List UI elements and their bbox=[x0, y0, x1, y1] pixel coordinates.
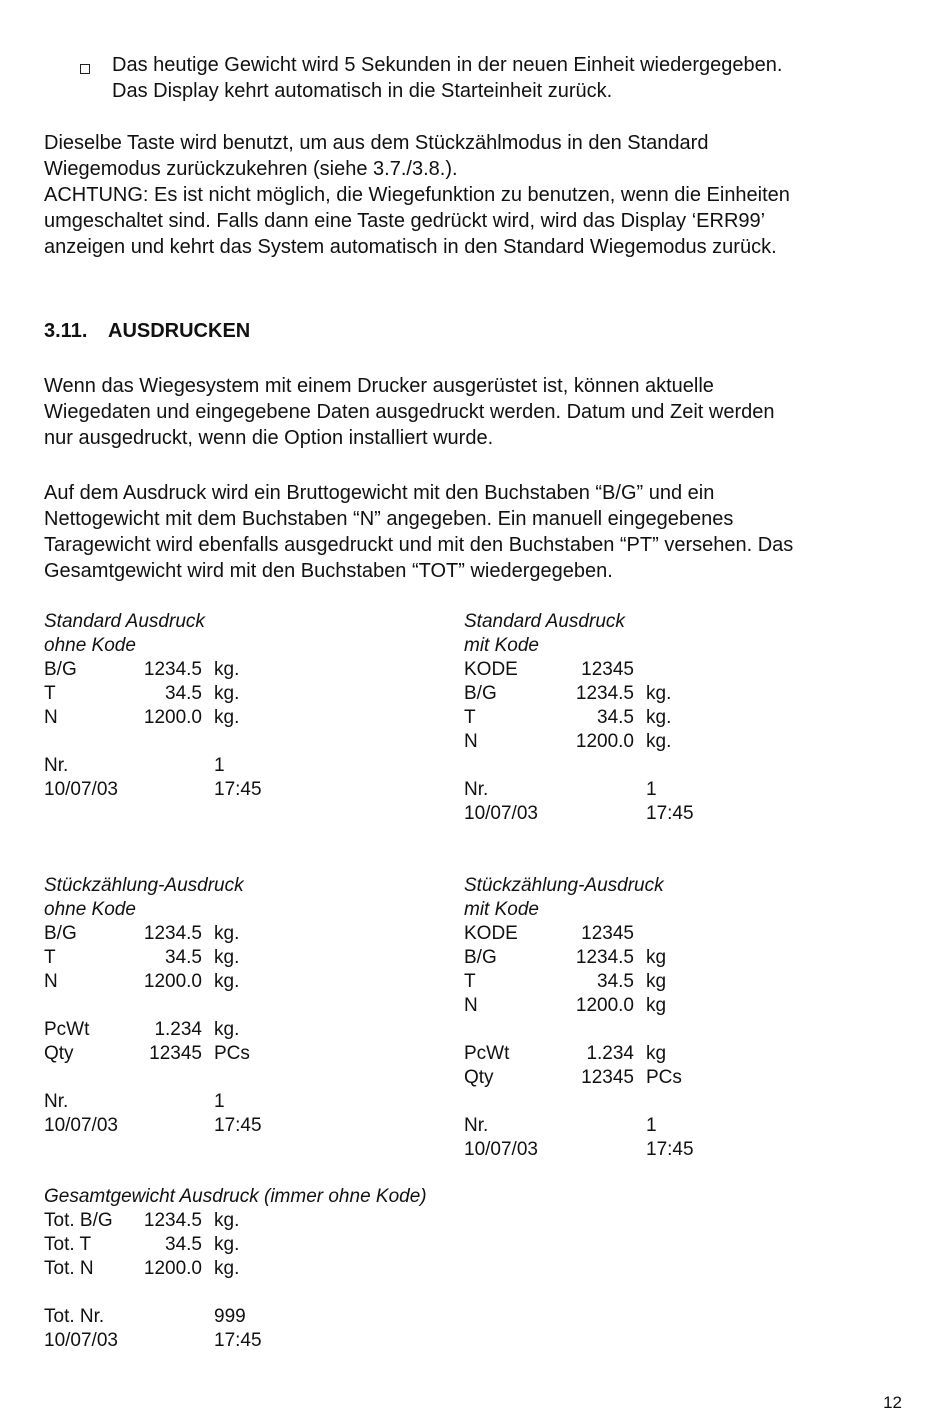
row-unit: kg. bbox=[214, 1258, 240, 1279]
row-unit: kg bbox=[646, 1043, 667, 1064]
printout-row-piece-weight bbox=[44, 1018, 284, 1042]
text-line: nur ausgedruckt, wenn die Option installiert wurde. bbox=[44, 427, 494, 449]
section-number: 3.11. bbox=[44, 320, 88, 342]
row-label: T bbox=[44, 947, 56, 968]
printout-subtitle: mit Kode bbox=[464, 635, 539, 656]
printout-standard-with-code bbox=[464, 610, 724, 826]
row-label: Tot. N bbox=[44, 1258, 94, 1279]
printout-title: Standard Ausdruck bbox=[44, 611, 205, 632]
printout-row-number bbox=[464, 1114, 724, 1138]
printout-row-net bbox=[464, 730, 724, 754]
paragraph-units-note bbox=[44, 130, 924, 260]
row-value: 1200.0 bbox=[575, 995, 634, 1016]
row-time: 17:45 bbox=[646, 1139, 694, 1160]
row-label: B/G bbox=[44, 923, 77, 944]
row-label: B/G bbox=[44, 659, 77, 680]
row-date: 10/07/03 bbox=[44, 779, 118, 800]
text-line: Wiegemodus zurückzukehren (siehe 3.7./3.8.). bbox=[44, 158, 458, 180]
row-label: T bbox=[44, 683, 56, 704]
text-line: Gesamtgewicht wird mit den Buchstaben “TOT” wiedergegeben. bbox=[44, 560, 613, 582]
text-line: Dieselbe Taste wird benutzt, um aus dem Stückzählmodus in den Standard bbox=[44, 132, 709, 154]
row-unit: kg. bbox=[214, 923, 240, 944]
text-line: Nettogewicht mit dem Buchstaben “N” angegeben. Ein manuell eingegebenes bbox=[44, 508, 734, 530]
row-unit: kg. bbox=[214, 947, 240, 968]
row-label: N bbox=[44, 971, 58, 992]
printout-row-total-net bbox=[44, 1257, 284, 1281]
row-time: 17:45 bbox=[214, 1330, 262, 1351]
printout-row-code bbox=[464, 922, 724, 946]
printout-row-gross bbox=[464, 682, 724, 706]
bullet-item bbox=[80, 52, 920, 104]
row-unit: kg. bbox=[214, 1234, 240, 1255]
row-label: Nr. bbox=[44, 755, 69, 776]
row-value: 34.5 bbox=[165, 1234, 202, 1255]
row-value: 1234.5 bbox=[143, 659, 202, 680]
section-heading bbox=[44, 318, 250, 344]
row-unit: kg. bbox=[214, 1210, 240, 1231]
page-number: 12 bbox=[883, 1393, 902, 1412]
row-label: T bbox=[464, 971, 476, 992]
printout-title: Stückzählung-Ausdruck bbox=[44, 875, 244, 896]
row-label: KODE bbox=[464, 659, 518, 680]
row-label: Nr. bbox=[464, 779, 489, 800]
paragraph-printer bbox=[44, 373, 924, 451]
row-label: KODE bbox=[464, 923, 518, 944]
row-unit: kg bbox=[646, 971, 667, 992]
printout-row-gross bbox=[44, 922, 284, 946]
printout-row-tare bbox=[464, 970, 724, 994]
printout-row-number bbox=[44, 1090, 284, 1114]
row-label: T bbox=[464, 707, 476, 728]
printout-row-datetime bbox=[44, 1329, 284, 1353]
row-unit: kg. bbox=[646, 683, 672, 704]
printout-subtitle: ohne Kode bbox=[44, 899, 136, 920]
printout-row-total-number bbox=[44, 1305, 284, 1329]
row-label: Tot. Nr. bbox=[44, 1306, 105, 1327]
row-value: 34.5 bbox=[165, 947, 202, 968]
printout-count-with-code bbox=[464, 874, 724, 1162]
row-value: 1.234 bbox=[586, 1043, 634, 1064]
row-value: 12345 bbox=[149, 1043, 202, 1064]
printout-row-datetime bbox=[464, 802, 724, 826]
row-value: 1234.5 bbox=[143, 923, 202, 944]
printout-row-tare bbox=[44, 682, 284, 706]
row-label: N bbox=[464, 995, 478, 1016]
checkbox-bullet-icon bbox=[80, 64, 90, 74]
row-date: 10/07/03 bbox=[464, 803, 538, 824]
row-value: 34.5 bbox=[165, 683, 202, 704]
text-line: anzeigen und kehrt das System automatisch in den Standard Wiegemodus zurück. bbox=[44, 236, 777, 258]
text-line: Auf dem Ausdruck wird ein Bruttogewicht mit den Buchstaben “B/G” und ein bbox=[44, 482, 715, 504]
row-value: 1234.5 bbox=[575, 683, 634, 704]
printout-row-quantity bbox=[44, 1042, 284, 1066]
printout-title: Standard Ausdruck bbox=[464, 611, 625, 632]
row-unit: kg. bbox=[214, 1019, 240, 1040]
printout-row-quantity bbox=[464, 1066, 724, 1090]
printout-row-net bbox=[44, 970, 284, 994]
row-label: Tot. B/G bbox=[44, 1210, 113, 1231]
row-label: PcWt bbox=[44, 1019, 90, 1040]
printout-row-number bbox=[44, 754, 284, 778]
row-label: Qty bbox=[464, 1067, 494, 1088]
row-time: 17:45 bbox=[214, 1115, 262, 1136]
text-line: Wiegedaten und eingegebene Daten ausgedruckt werden. Datum und Zeit werden bbox=[44, 401, 775, 423]
row-label: Nr. bbox=[44, 1091, 69, 1112]
row-value: 1 bbox=[646, 779, 657, 800]
row-value: 1234.5 bbox=[143, 1210, 202, 1231]
row-label: B/G bbox=[464, 947, 497, 968]
row-value: 1200.0 bbox=[575, 731, 634, 752]
text-line: umgeschaltet sind. Falls dann eine Taste gedrückt wird, wird das Display ‘ERR99’ bbox=[44, 210, 766, 232]
row-value: 12345 bbox=[581, 659, 634, 680]
text-line: ACHTUNG: Es ist nicht möglich, die Wiegefunktion zu benutzen, wenn die Einheiten bbox=[44, 184, 790, 206]
row-date: 10/07/03 bbox=[44, 1330, 118, 1351]
row-value: 1200.0 bbox=[143, 971, 202, 992]
row-unit: PCs bbox=[214, 1043, 250, 1064]
row-value: 1200.0 bbox=[143, 707, 202, 728]
row-unit: kg. bbox=[214, 971, 240, 992]
section-title: AUSDRUCKEN bbox=[108, 320, 251, 342]
row-label: N bbox=[44, 707, 58, 728]
row-label: N bbox=[464, 731, 478, 752]
printout-row-number bbox=[464, 778, 724, 802]
row-label: Qty bbox=[44, 1043, 74, 1064]
row-time: 17:45 bbox=[646, 803, 694, 824]
printout-row-net bbox=[464, 994, 724, 1018]
printout-subtitle: mit Kode bbox=[464, 899, 539, 920]
row-value: 999 bbox=[214, 1306, 246, 1327]
row-time: 17:45 bbox=[214, 779, 262, 800]
row-unit: kg. bbox=[646, 707, 672, 728]
row-unit: kg. bbox=[214, 659, 240, 680]
printout-row-total-gross bbox=[44, 1209, 284, 1233]
row-date: 10/07/03 bbox=[464, 1139, 538, 1160]
printout-row-gross bbox=[44, 658, 284, 682]
printout-count-no-code bbox=[44, 874, 284, 1138]
row-value: 12345 bbox=[581, 923, 634, 944]
printout-row-total-tare bbox=[44, 1233, 284, 1257]
row-unit: kg. bbox=[646, 731, 672, 752]
row-value: 34.5 bbox=[597, 707, 634, 728]
row-unit: PCs bbox=[646, 1067, 682, 1088]
row-label: Nr. bbox=[464, 1115, 489, 1136]
printout-row-datetime bbox=[44, 778, 284, 802]
row-unit: kg bbox=[646, 947, 667, 968]
row-unit: kg. bbox=[214, 683, 240, 704]
text-line: Wenn das Wiegesystem mit einem Drucker ausgerüstet ist, können aktuelle bbox=[44, 375, 714, 397]
row-value: 1.234 bbox=[154, 1019, 202, 1040]
row-value: 34.5 bbox=[597, 971, 634, 992]
row-value: 1234.5 bbox=[575, 947, 634, 968]
row-date: 10/07/03 bbox=[44, 1115, 118, 1136]
row-value: 1 bbox=[214, 755, 225, 776]
row-value: 1 bbox=[214, 1091, 225, 1112]
printout-row-tare bbox=[464, 706, 724, 730]
paragraph-letters bbox=[44, 480, 924, 584]
printout-row-code bbox=[464, 658, 724, 682]
bullet-line: Das heutige Gewicht wird 5 Sekunden in der neuen Einheit wiedergegeben. bbox=[112, 54, 783, 76]
row-label: PcWt bbox=[464, 1043, 510, 1064]
row-value: 1200.0 bbox=[143, 1258, 202, 1279]
printout-row-tare bbox=[44, 946, 284, 970]
printout-standard-no-code bbox=[44, 610, 284, 802]
printout-title: Stückzählung-Ausdruck bbox=[464, 875, 664, 896]
printout-row-datetime bbox=[464, 1138, 724, 1162]
printout-row-gross bbox=[464, 946, 724, 970]
bullet-text bbox=[112, 52, 920, 104]
row-value: 1 bbox=[646, 1115, 657, 1136]
row-value: 12345 bbox=[581, 1067, 634, 1088]
row-label: Tot. T bbox=[44, 1234, 92, 1255]
printout-row-piece-weight bbox=[464, 1042, 724, 1066]
text-line: Taragewicht wird ebenfalls ausgedruckt und mit den Buchstaben “PT” versehen. Das bbox=[44, 534, 794, 556]
printout-total bbox=[44, 1185, 427, 1353]
printout-subtitle: ohne Kode bbox=[44, 635, 136, 656]
row-label: B/G bbox=[464, 683, 497, 704]
bullet-line: Das Display kehrt automatisch in die Starteinheit zurück. bbox=[112, 80, 613, 102]
row-unit: kg bbox=[646, 995, 667, 1016]
printout-row-net bbox=[44, 706, 284, 730]
row-unit: kg. bbox=[214, 707, 240, 728]
printout-row-datetime bbox=[44, 1114, 284, 1138]
printout-title: Gesamtgewicht Ausdruck (immer ohne Kode) bbox=[44, 1186, 427, 1207]
